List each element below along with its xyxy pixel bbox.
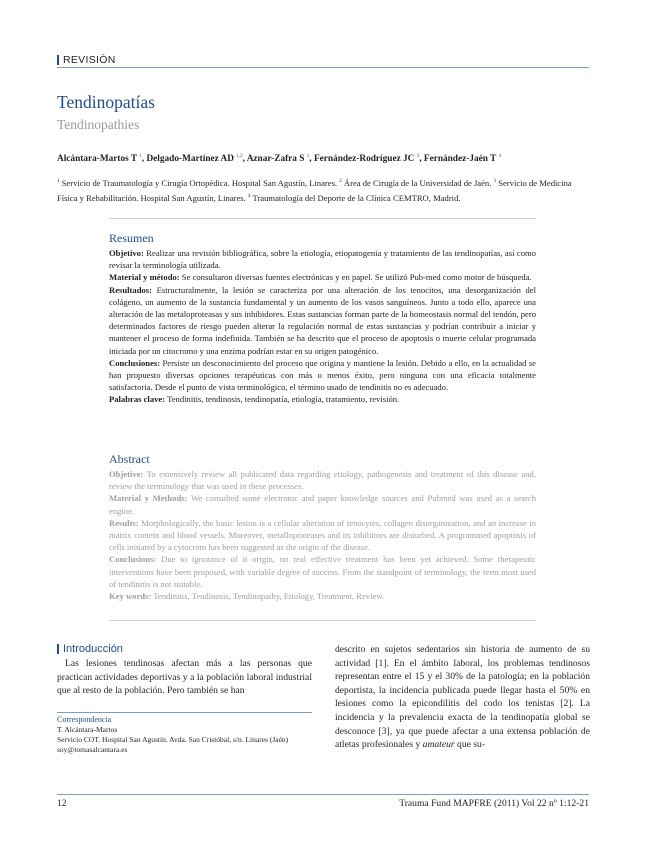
author-list: Alcántara-Martos T $^1$, Delgado-Martínez AD $^{1,2}$, Aznar-Zafra S $^1$, Fernández-Rodríguez JC $^3$, Fernández-Jaén T $^4$: [57, 154, 501, 165]
abstract-item: [109, 553, 536, 590]
affiliations: [57, 175, 591, 206]
abstract-body: To extensively review all publicated data regarding etiology, pathogenesis and treatment of this disease and, review the terminology that was used in these processes.: [109, 469, 536, 492]
affil-sup: 4: [247, 194, 251, 200]
header-rule: [57, 67, 589, 68]
intro-bar-icon: [57, 644, 59, 654]
intro-text-b: que su-: [457, 739, 486, 751]
author-sup: 3: [416, 154, 420, 159]
journal-citation: Trauma Fund MAPFRE (2011) Vol 22 nº 1:12-21: [399, 798, 589, 809]
resumen-label: Conclusiones:: [109, 357, 161, 368]
abstract-item: [109, 517, 536, 554]
correspondence-rule: [57, 712, 312, 713]
footer-rule: [57, 794, 589, 795]
intro-heading-text: Introducción: [63, 643, 123, 655]
author: Fernández-Jaén T: [423, 154, 497, 165]
section-bar-icon: [57, 55, 59, 65]
abstract-label: Objetive:: [109, 469, 144, 479]
intro-right-column: [335, 643, 590, 752]
author: Aznar-Zafra S: [246, 154, 305, 165]
abstract-text: [109, 468, 536, 602]
abstract-label: Results:: [109, 517, 139, 528]
page-number: 12: [57, 798, 67, 809]
affiliation: Traumatología del Deporte de la Clínica CEMTRO, Madrid.: [252, 193, 461, 204]
resumen-label: Objetivo:: [109, 248, 144, 258]
abstract-label: Conclusions:: [109, 554, 157, 565]
resumen-item: [109, 247, 536, 271]
intro-left-column: [57, 643, 312, 698]
abstract-item: [109, 468, 536, 492]
author: Delgado-Martínez AD: [146, 154, 234, 165]
author-sup: 1,2: [236, 154, 243, 159]
intro-heading: [57, 643, 312, 655]
author: Fernández-Rodríguez JC: [313, 154, 415, 165]
affiliation: Servicio de Traumatología y Cirugía Ortopédica. Hospital San Agustín, Linares.: [61, 177, 338, 188]
abstract-label: Material y Methods:: [109, 493, 188, 504]
resumen-text: [109, 247, 536, 406]
section-label-text: REVISIÓN: [63, 54, 116, 66]
abstract-label: Key words:: [109, 591, 152, 602]
author: Alcántara-Martos T: [57, 154, 137, 165]
correspondence-heading: Correspondencia: [57, 715, 112, 724]
abstract-section: [109, 452, 536, 602]
intro-paragraph: Las lesiones tendinosas afectan más a las personas que practican actividades deportivas y a la población laboral industrial que al resto de la población. Pero también se han: [57, 658, 312, 697]
abstract-body: Due to ignorance of it origin, no real effective treatment has been yet achieved. Some therapeutic interventions have been proposed, with variable degree of success. From the standpoint of terminology, the term most used of tendinitis is not suitable.: [109, 554, 536, 589]
resumen-body: Realizar una revisión bibliográfica, sobre la etiología, etiopatogenia y tratamiento de las tendinopatías, así como revisar la terminología utilizada.: [109, 248, 536, 271]
section-label: [57, 54, 116, 66]
affil-sup: 2: [339, 179, 342, 184]
resumen-item: [109, 271, 536, 283]
affil-sup: 1: [57, 179, 60, 184]
correspondence-email[interactable]: soy@tomasalcantara.es: [57, 745, 128, 754]
abstract-item: [109, 590, 536, 602]
abstract-heading: Abstract: [109, 452, 150, 466]
resumen-label: Palabras clave:: [109, 394, 166, 405]
resumen-item: [109, 393, 536, 405]
article-subtitle: Tendinopathies: [57, 117, 140, 132]
affil-sup: 3: [493, 179, 497, 184]
author-sup: 4: [498, 154, 501, 159]
author-sup: 1: [306, 154, 310, 159]
intro-paragraph-continued: [335, 643, 590, 752]
resumen-label: Resultados:: [109, 284, 152, 295]
resumen-section: [109, 231, 536, 406]
affiliation: Área de Cirugía de la Universidad de Jaén.: [343, 177, 492, 188]
article-title: Tendinopatías: [57, 92, 155, 112]
abstract-bottom-rule: [109, 620, 536, 621]
resumen-heading: Resumen: [109, 231, 154, 245]
intro-italic: amateur: [422, 739, 455, 751]
abstract-body: We consulted some electronic and paper knowledge sources and Pubmed was used as a search engine.: [109, 493, 537, 516]
abstract-top-rule: [109, 218, 536, 219]
resumen-body: Persiste un desconocimiento del proceso que origina y mantiene la lesión. Debido a ello, en la actualidad se han propuesto diversas opciones terapéuticas con más o menos éxito, pero ninguna con una eficacia totalmente satisfactoria. Desde el punto de vista terminológico, el término usado de tendinitis no es adecuado.: [109, 357, 536, 393]
abstract-body: Tendinitis, Tendinosis, Tendinopathy, Etiology, Treatment, Review.: [153, 591, 385, 602]
resumen-body: Se consultaron diversas fuentes electrónicas y en papel. Se utilizó Pub-med como motor de búsqueda.: [181, 272, 532, 283]
resumen-label: Material y método:: [109, 272, 180, 283]
correspondence-address: Servicio COT. Hospital San Agustín. Avda. San Cristóbal, s/n. Linares (Jaén): [57, 735, 289, 744]
author-sup: 1: [139, 154, 142, 159]
resumen-body: Tendinitis, tendinosis, tendinopatía, etiología, tratamiento, revisión.: [167, 394, 400, 405]
intro-text-a: descrito en sujetos sedentarios sin historia de aumento de su actividad [1]. En el ámbito laboral, los problemas tendinosos representan entre el 15 y el 30% de la patología; en la población deportista, la incidencia publicada puede llegar hasta el 50% en lesiones como la epicondilitis del codo los tenistas [2]. La incidencia y la prevalencia exacta de la tendinopatía global se desconoce [3], ya que puede afectar a una extensa población de atletas profesionales y: [335, 644, 590, 751]
abstract-body: Morphologically, the basic lesion is a cellular alteration of tenocytes, collagen disorganization, and an increase in matrix content and blood vessels. Moreover, metalloproteases and its inhibitors are disturbed. A programmed apoptosis of cells initiated by a cytocrom has been suggested as the origin of the disease.: [109, 517, 536, 553]
resumen-item: [109, 357, 536, 394]
abstract-item: [109, 492, 536, 516]
correspondence: [57, 715, 317, 755]
resumen-item: [109, 284, 536, 357]
affiliation: Servicio de Medicina Física y Rehabilitación. Hospital San Agustín, Linares.: [57, 177, 572, 204]
correspondence-name: T. Alcántara-Martos: [57, 725, 118, 734]
resumen-body: Estructuralmente, la lesión se caracteriza por una alteración de los tenocitos, una desorganización del colágeno, un aumento de la sustancia fundamental y un aumento de los vasos sanguíneos. Junto a todo ello, aparece una alteración de las metaloproteasas y sus inhibidores. Estas sustancias forman parte de la homeostasis normal del tendón, pero determinados factores de riesgo pueden alterar la regulación normal de estas sustancias y podrían contribuir a iniciar y mantener el proceso de forma indefinida. También se ha descrito que el proceso de apoptosis o muerte celular programada iniciada por un citocromo y una enzima podrían estar en su origen patogénico.: [109, 284, 536, 356]
